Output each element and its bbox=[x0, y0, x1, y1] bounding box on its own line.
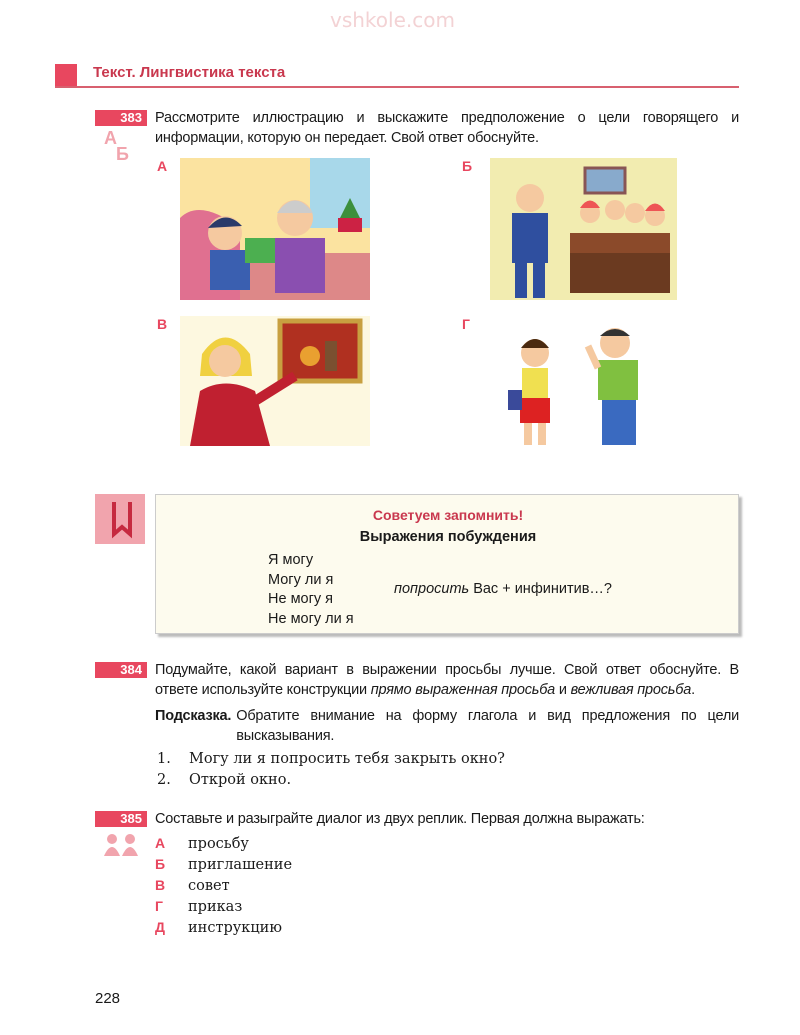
item-letter: А bbox=[155, 835, 166, 851]
page-number: 228 bbox=[95, 990, 121, 1007]
header-marker bbox=[55, 64, 77, 86]
task-item: просьбу bbox=[188, 836, 249, 852]
hint-text: Обратите внимание на форму глагола и вид предложения по цели высказывания. bbox=[236, 708, 739, 744]
exercise-385 bbox=[95, 809, 739, 938]
bookmark-icon bbox=[95, 494, 145, 544]
exercise-text: Составьте и разыграйте диалог из двух реплик. Первая должна выражать: bbox=[155, 811, 645, 827]
phrase-list bbox=[268, 551, 354, 629]
alphabet-icon: А Б bbox=[104, 128, 129, 164]
exercise-number: 383 bbox=[95, 110, 147, 126]
exercises-flow bbox=[95, 660, 739, 938]
phrase: Не могу я bbox=[268, 591, 334, 607]
emphasis: вежливая просьба bbox=[570, 682, 692, 698]
picture-label: Б bbox=[462, 158, 473, 174]
item-letter: Д bbox=[155, 919, 165, 935]
hint-label: Подсказка. bbox=[155, 708, 232, 724]
illustration-guide-painting bbox=[180, 316, 370, 446]
remember-title: Советуем запомнить! bbox=[372, 507, 524, 523]
task-item: совет bbox=[188, 878, 230, 894]
remember-box bbox=[155, 494, 739, 634]
picture-label: Г bbox=[462, 316, 470, 332]
task-item: инструкцию bbox=[188, 920, 282, 936]
formula-verb: попросить bbox=[394, 581, 470, 597]
emphasis: прямо выраженная просьба bbox=[370, 682, 556, 698]
sentence: Могу ли я попросить тебя закрыть окно? bbox=[189, 751, 505, 767]
item-number: 1. bbox=[157, 751, 171, 767]
remember-subtitle: Выражения побуждения bbox=[359, 529, 537, 545]
text-part: Подумайте, какой вариант в выражении просьбы лучше. Свой ответ обоснуйте. В ответе используйте конструкции bbox=[155, 662, 739, 698]
formula-rest: Вас + инфинитив…? bbox=[469, 581, 612, 597]
picture-label: А bbox=[157, 158, 168, 174]
exercise-text bbox=[155, 660, 739, 700]
sentence: Открой окно. bbox=[189, 772, 292, 788]
exercise-text: Рассмотрите иллюстрацию и выскажите предположение о цели говорящего и информации, которую он передает. Свой ответ обоснуйте. bbox=[155, 110, 739, 146]
item-number: 2. bbox=[157, 772, 171, 788]
phrase: Я могу bbox=[268, 552, 314, 568]
item-letter: Г bbox=[155, 898, 163, 914]
item-letter: В bbox=[155, 877, 166, 893]
exercise-number: 384 bbox=[95, 662, 147, 678]
illustration-teacher-class bbox=[490, 158, 677, 300]
illustration-grandmother-reading bbox=[180, 158, 370, 300]
pair-work-icon bbox=[103, 833, 139, 857]
hint bbox=[155, 706, 739, 746]
item-letter: Б bbox=[155, 856, 166, 872]
picture-label: В bbox=[157, 316, 168, 332]
phrase: Могу ли я bbox=[268, 571, 334, 588]
phrase: Не могу ли я bbox=[268, 610, 354, 627]
header-divider bbox=[55, 86, 739, 88]
exercise-384 bbox=[95, 660, 739, 791]
illustration-father-son bbox=[490, 318, 677, 450]
sentence-list bbox=[157, 749, 739, 791]
watermark: vshkole.com bbox=[330, 8, 455, 32]
task-item: приказ bbox=[188, 899, 243, 915]
task-item: приглашение bbox=[188, 857, 293, 873]
exercise-number: 385 bbox=[95, 811, 147, 827]
task-list bbox=[155, 833, 739, 938]
formula bbox=[394, 581, 612, 597]
section-title: Текст. Лингвистика текста bbox=[93, 64, 286, 81]
text-part: . bbox=[691, 682, 695, 698]
text-part: и bbox=[555, 682, 571, 698]
